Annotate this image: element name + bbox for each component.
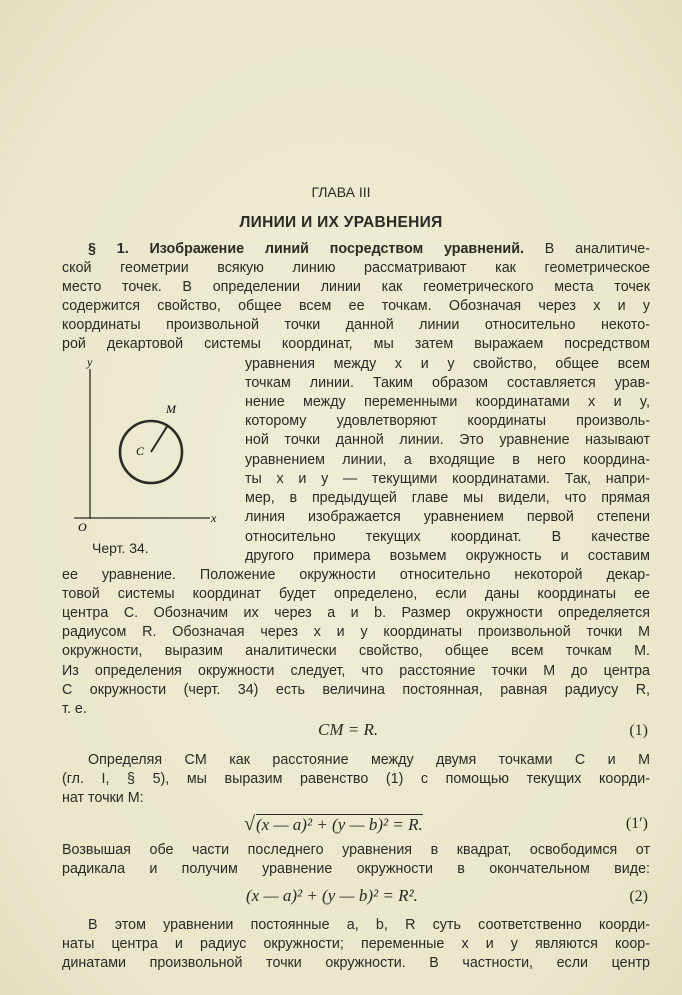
paragraph-line: ной точки данной линии. Это уравнение называют (245, 432, 650, 448)
paragraph-line: координаты произвольной точки данной линии относительно некото- (62, 317, 650, 333)
paragraph-line: уравнения между x и y свойство, общее всем (245, 356, 650, 372)
paragraph-line: радикала и получим уравнение окружности в окончательном виде: (62, 861, 650, 877)
point-label: M (166, 402, 176, 416)
paragraph-line: ее уравнение. Положение окружности относительно некоторой декар- (62, 567, 650, 583)
paragraph-line: т. е. (62, 701, 87, 717)
paragraph-line: Возвышая обе части последнего уравнения в квадрат, освободимся от (62, 842, 650, 858)
x-axis-label: x (211, 511, 217, 525)
chapter-number: ГЛАВА III (311, 184, 371, 200)
paragraph-line: которому удовлетворяют координаты произволь- (245, 413, 650, 429)
paragraph-line (88, 240, 650, 259)
paragraph-line: ты x и y — текущими координатами. Так, напри- (245, 471, 650, 487)
paragraph-line: (гл. I, § 5), мы выразим равенство (1) с помощью текущих коорди- (62, 771, 650, 787)
center-label: C (136, 444, 145, 458)
y-axis-label: y (87, 355, 93, 369)
paragraph-line: C окружности (черт. 34) есть величина постоянная, равная радиусу R, (62, 682, 650, 698)
radius-line (151, 425, 168, 452)
paragraph-line: ской геометрии всякую линию рассматривают как геометрическое (62, 260, 650, 276)
radical-sign-icon: √ (244, 813, 255, 835)
paragraph-line: окружности, выразим аналитически свойство, общее всем точкам M. (62, 643, 650, 659)
paragraph-line: центра C. Обозначим их через a и b. Размер окружности определяется (62, 605, 650, 621)
equation-1: CM = R. (318, 720, 379, 739)
paragraph-line: нение между переменными координатами x и y, (245, 394, 650, 410)
paragraph-line: наты центра и радиус окружности; переменные x и y являются коор- (62, 936, 650, 952)
paragraph-line: Определяя CM как расстояние между двумя точками C и M (88, 752, 650, 768)
text-span: В аналитиче- (523, 241, 650, 257)
chapter-title: ЛИНИИ И ИХ УРАВНЕНИЯ (239, 214, 443, 231)
figure-caption: Черт. 34. (92, 540, 149, 556)
section-heading: § 1. Изображение линий посредством уравнений. (88, 241, 524, 257)
paragraph-line: Из определения окружности следует, что расстояние точки M до центра (62, 663, 650, 679)
paragraph-line: радиусом R. Обозначая через x и y координаты произвольной точки M (62, 624, 650, 640)
equation-number: (1) (629, 722, 648, 739)
origin-label: O (78, 520, 87, 534)
paragraph-line: другого примера возьмем окружность и составим (245, 548, 650, 564)
equation-1-prime (244, 813, 423, 836)
paragraph-line: товой системы координат будет определено, если даны координаты ее (62, 586, 650, 602)
paragraph-line: рой декартовой системы координат, мы затем выражаем посредством (62, 336, 650, 352)
paragraph-line: линия изображается уравнением первой степени (245, 509, 650, 525)
paragraph-line: точкам линии. Таким образом составляется урав- (245, 375, 650, 391)
figure-34 (60, 335, 230, 535)
paragraph-line: содержится свойство, общее всем ее точкам. Обозначая через x и y (62, 298, 650, 314)
paragraph-line: В этом уравнении постоянные a, b, R суть соответственно коорди- (88, 917, 650, 933)
paragraph-line: мер, в предыдущей главе мы видели, что прямая (245, 490, 650, 506)
equation-2: (x — a)² + (y — b)² = R². (246, 886, 418, 905)
paragraph-line: динатами произвольной точки окружности. В частности, если центр (62, 955, 650, 971)
equation-number: (2) (629, 888, 648, 905)
equation-number: (1′) (625, 815, 648, 832)
paragraph-line: нат точки M: (62, 790, 144, 806)
paragraph-line: относительно текущих координат. В качестве (245, 529, 650, 545)
equation-text: (x — a)² + (y — b)² = R. (255, 815, 423, 834)
paragraph-line: место точек. В определении линии как геометрического места точек (62, 279, 650, 295)
paragraph-line: уравнением линии, а входящие в него координа- (245, 452, 650, 468)
